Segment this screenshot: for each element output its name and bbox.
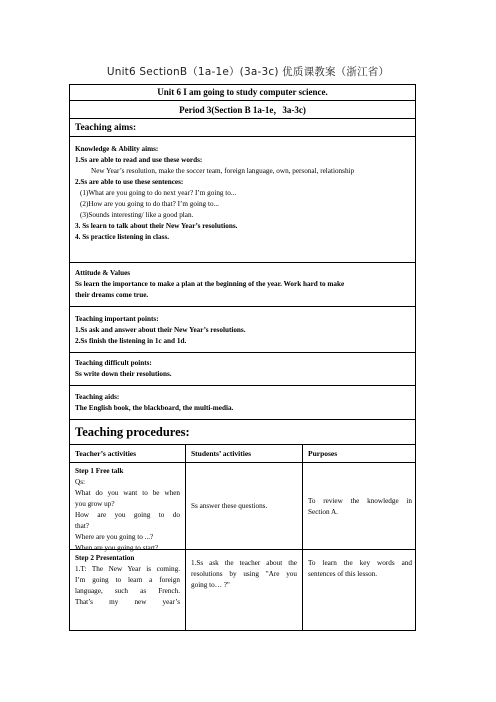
knowledge-item-1: 1.Ss are able to read and use these words: [75, 156, 203, 164]
attitude-values-section [70, 263, 415, 307]
procedures-header-row [70, 445, 415, 463]
step-1-q1a: What do you want to be when [75, 489, 180, 497]
teaching-aids-line-1: The English book, the blackboard, the multi-media. [75, 404, 234, 412]
step-2-t2: I’m going to learn a foreign [75, 576, 180, 584]
knowledge-heading: Knowledge & Ability aims: [75, 145, 159, 153]
knowledge-sentence-1: (1)What are you going to do next year? I’m going to... [80, 189, 237, 197]
step-2-teacher-cell [70, 550, 186, 631]
unit-title: Unit 6 I am going to study computer science. [70, 85, 415, 101]
step-2-t1: 1.T: The New Year is coming. [75, 565, 180, 573]
lesson-plan-table [69, 84, 416, 631]
step-1-qs: Qs: [75, 478, 85, 486]
col-header-students: Students’ activities [186, 445, 303, 462]
teaching-aids-heading: Teaching aids: [75, 393, 120, 401]
knowledge-sentence-3: (3)Sounds interesting/ like a good plan. [80, 211, 194, 219]
step-2-s3: going to… ?" [191, 581, 230, 589]
col-header-purposes: Purposes [308, 449, 338, 458]
step-1-q2a: How are you going to do [75, 511, 180, 519]
col-header-teacher: Teacher’s activities [70, 445, 186, 462]
step-2-s2: resolutions by using "Are you [191, 570, 297, 578]
step-2-title: Step 2 Presentation [75, 554, 135, 562]
step-1-q4: When are you going to start? [75, 544, 159, 552]
knowledge-item-3: 3. Ss learn to talk about their New Year’s resolutions. [75, 222, 238, 230]
important-points-line-1: 1.Ss ask and answer about their New Year’s resolutions. [75, 326, 246, 334]
step-2-purposes-cell [303, 550, 416, 631]
procedures-heading: Teaching procedures: [70, 420, 415, 445]
step-1-students-text: Ss answer these questions. [191, 502, 268, 510]
step-1-purposes-cell [303, 463, 416, 549]
difficult-points-heading: Teaching difficult points: [75, 359, 152, 367]
step-2-p1: To learn the key words and [308, 559, 412, 567]
important-points-line-2: 2.Ss finish the listening in 1c and 1d. [75, 337, 187, 345]
teaching-aims-heading: Teaching aims: [70, 119, 415, 137]
attitude-line-1: Ss learn the importance to make a plan at the beginning of the year. Work hard to make [75, 280, 345, 288]
knowledge-item-4: 4. Ss practice listening in class. [75, 233, 170, 241]
step-2-p2: sentences of this lesson. [308, 570, 378, 578]
knowledge-words: New Year’s resolution, make the soccer team, foreign language, own, personal, relationship [91, 167, 355, 175]
knowledge-item-2: 2.Ss are able to use these sentences: [75, 178, 184, 186]
step-1-teacher-cell [70, 463, 186, 552]
step-1-purpose-b: Section A. [308, 508, 338, 516]
period-title: Period 3(Section B 1a-1e，3a-3c) [70, 101, 415, 119]
step-2-students-cell [186, 550, 303, 631]
step-1-q2b: that? [75, 522, 89, 530]
difficult-points-section [70, 353, 415, 386]
knowledge-sentence-2: (2)How are you going to do that? I’m going to... [80, 200, 219, 208]
step-1-students-cell [186, 463, 303, 549]
step-2-t4: That’s my new year’s [75, 598, 180, 606]
step-1-row [70, 463, 415, 550]
step-1-title: Step 1 Free talk [75, 467, 124, 475]
important-points-section [70, 307, 415, 353]
attitude-line-2: their dreams come true. [75, 291, 149, 299]
step-2-s1: 1.Ss ask the teacher about the [191, 559, 297, 567]
document-title: Unit6 SectionB（1a-1e）(3a-3c) 优质课教案（浙江省） [106, 66, 390, 78]
important-points-heading: Teaching important points: [75, 315, 159, 323]
step-2-row [70, 550, 415, 631]
teaching-aids-section [70, 386, 415, 420]
step-1-q1b: you grow up? [75, 500, 115, 508]
step-1-purpose-a: To review the knowledge in [308, 497, 412, 505]
knowledge-ability-section [70, 137, 415, 263]
step-2-t3: language, such as French. [75, 587, 180, 595]
difficult-points-line-1: Ss write down their resolutions. [75, 370, 172, 378]
step-1-q3: Where are you going to ...? [75, 533, 154, 541]
attitude-heading: Attitude & Values [75, 269, 131, 277]
